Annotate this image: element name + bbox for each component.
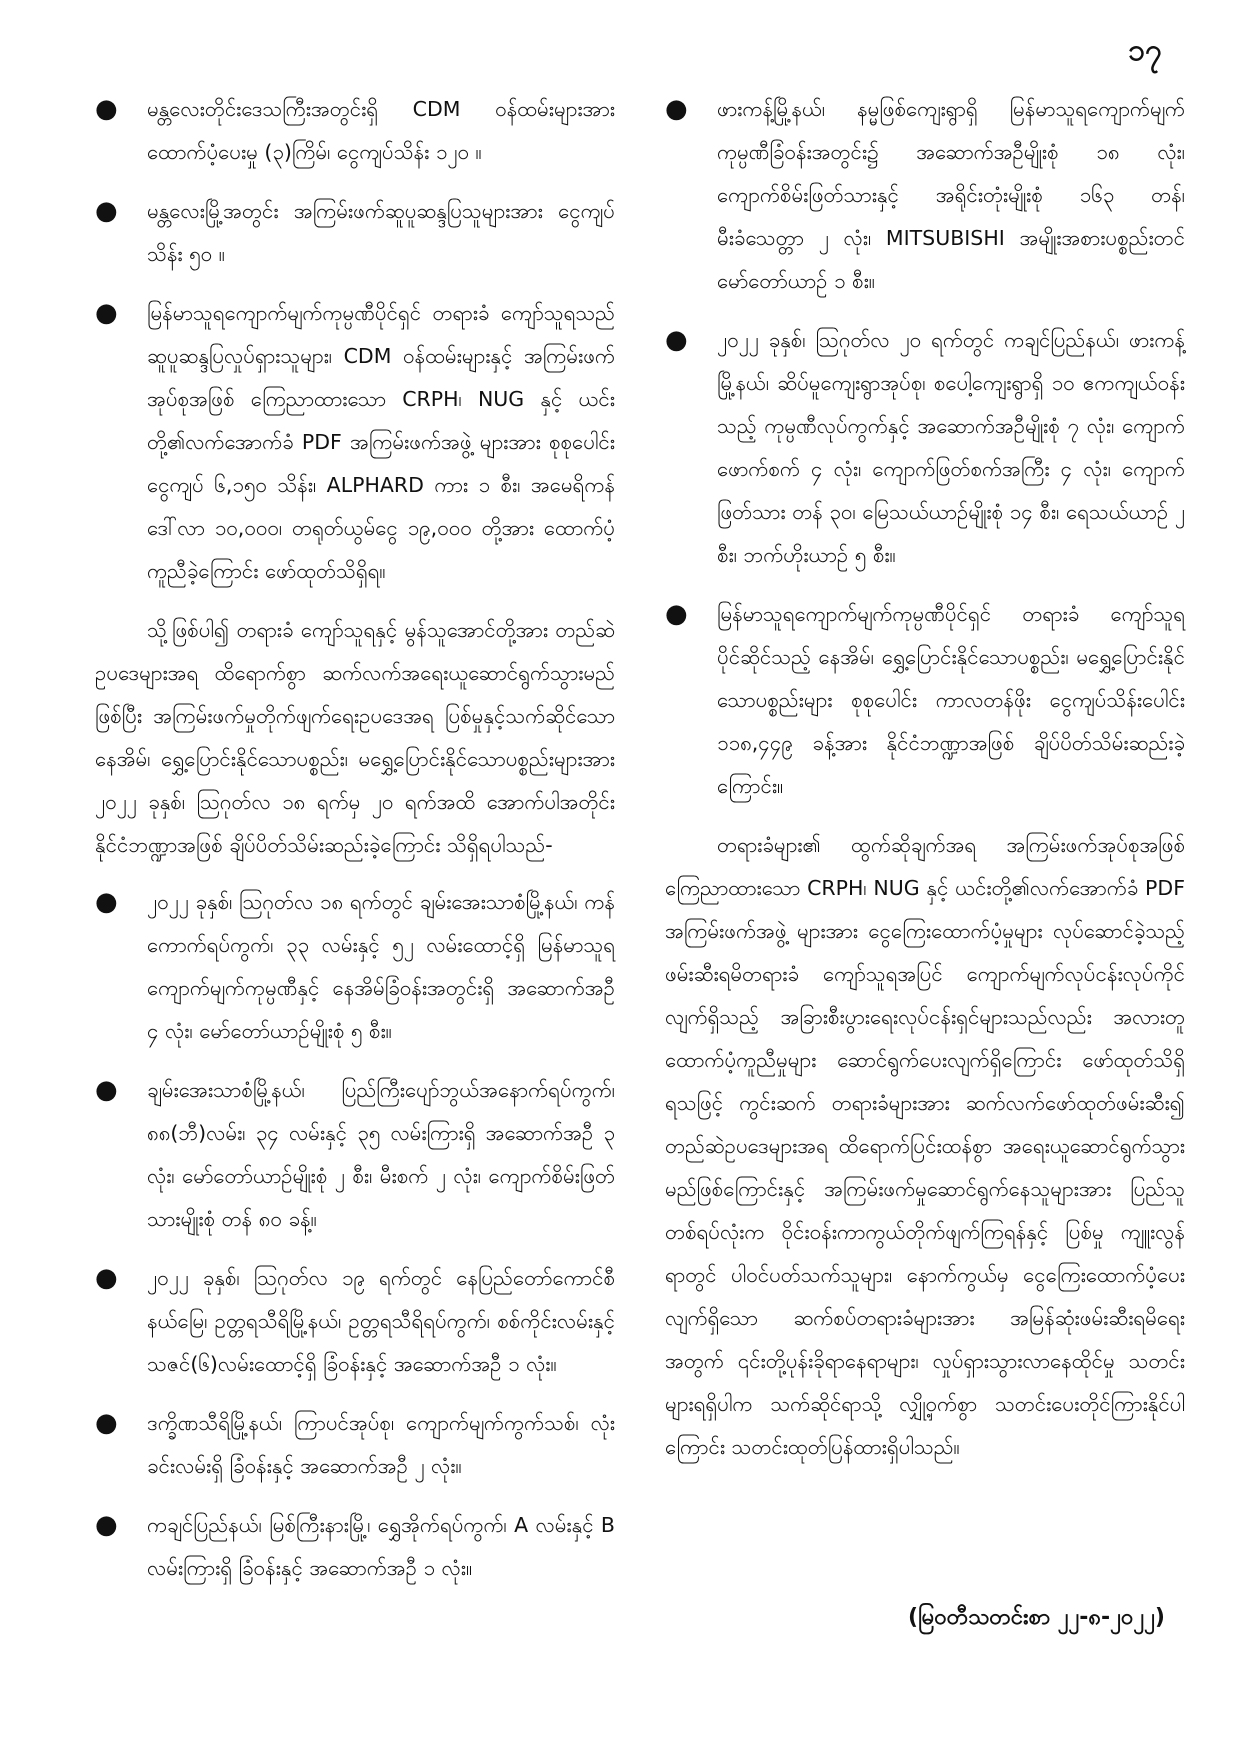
bullet-icon: ●: [95, 94, 118, 124]
bullet-icon: ●: [95, 1075, 118, 1105]
bullet-icon: ●: [95, 298, 118, 328]
list-item: ● မြန်မာသူရကျောက်မျက်ကုမ္ပဏီပိုင်ရှင် တရားခံ ကျော်သူရသည် ဆူပူဆန္ဒပြလှုပ်ရှားသူများ၊ CDM ဝန်ထမ်းများနှင့် အကြမ်းဖက်အုပ်စုအဖြစ် ကြေညာထားသော CRPH၊ NUG နှင့် ယင်းတို့၏လက်အောက်ခံ PDF အကြမ်းဖက်အဖွဲ့ များအား စုစုပေါင်းငွေကျပ် ၆,၁၅၀ သိန်း၊ ALPHARD ကား ၁ စီး၊ အမေရိကန် ဒေါ်လာ ၁၀,၀၀၀၊ တရုတ်ယွမ်ငွေ ၁၉,၀၀၀ တို့အား ထောက်ပံ့ကူညီခဲ့ကြောင်း ဖော်ထုတ်သိရှိရ။: [95, 292, 615, 593]
list-item: ● ၂၀၂၂ ခုနှစ်၊ ဩဂုတ်လ ၂၀ ရက်တွင် ကချင်ပြည်နယ်၊ ဖားကန့်မြို့နယ်၊ ဆိပ်မူကျေးရွာအုပ်စု၊ စပေါ့ကျေးရွာရှိ ၁၀ ဧကကျယ်ဝန်းသည့် ကုမ္ပဏီလုပ်ကွက်နှင့် အဆောက်အဦမျိုးစုံ ၇ လုံး၊ ကျောက်ဖောက်စက် ၄ လုံး၊ ကျောက်ဖြတ်စက်အကြီး ၄ လုံး၊ ကျောက်ဖြတ်သား တန် ၃၀၊ မြေသယ်ယာဉ်မျိုးစုံ ၁၄ စီး၊ ရေသယ်ယာဉ် ၂ စီး၊ ဘက်ဟိုးယာဉ် ၅ စီး။: [665, 319, 1185, 577]
list-item: ● ၂၀၂၂ ခုနှစ်၊ ဩဂုတ်လ ၁၉ ရက်တွင် နေပြည်တော်ကောင်စီနယ်မြေ၊ ဥတ္တရသီရိမြို့နယ်၊ ဥတ္တရသီရိရပ်ကွက်၊ စစ်ကိုင်းလမ်းနှင့် သဇင်(၆)လမ်းထောင့်ရှိ ခြံဝန်းနှင့် အဆောက်အဦ ၁ လုံး။: [95, 1257, 615, 1386]
body-paragraph: တရားခံများ၏ ထွက်ဆိုချက်အရ အကြမ်းဖက်အုပ်စုအဖြစ် ကြေညာထားသော CRPH၊ NUG နှင့် ယင်းတို့၏လက်အောက်ခံ PDF အကြမ်းဖက်အဖွဲ့ များအား ငွေကြေးထောက်ပံ့မှုများ လုပ်ဆောင်ခဲ့သည့် ဖမ်းဆီးရမိတရားခံ ကျော်သူရအပြင် ကျောက်မျက်လုပ်ငန်းလုပ်ကိုင်လျက်ရှိသည့် အခြားစီးပွားရေးလုပ်ငန်းရှင်များသည်လည်း အလားတူထောက်ပံ့ကူညီမှုများ ဆောင်ရွက်ပေးလျက်ရှိကြောင်း ဖော်ထုတ်သိရှိရသဖြင့် ကွင်းဆက် တရားခံများအား ဆက်လက်ဖော်ထုတ်ဖမ်းဆီး၍ တည်ဆဲဥပဒေများအရ ထိရောက်ပြင်းထန်စွာ အရေးယူဆောင်ရွက်သွားမည်ဖြစ်ကြောင်းနှင့် အကြမ်းဖက်မှုဆောင်ရွက်နေသူများအား ပြည်သူတစ်ရပ်လုံးက ဝိုင်းဝန်းကာကွယ်တိုက်ဖျက်ကြရန်နှင့် ပြစ်မှု ကျူးလွန်ရာတွင် ပါဝင်ပတ်သက်သူများ၊ နောက်ကွယ်မှ ငွေကြေးထောက်ပံ့ပေးလျက်ရှိသော ဆက်စပ်တရားခံများအား အမြန်ဆုံးဖမ်းဆီးရမိရေးအတွက် ၎င်းတို့ပုန်းခိုရာနေရာများ၊ လှုပ်ရှားသွားလာနေထိုင်မှု သတင်းများရရှိပါက သက်ဆိုင်ရာသို့ လျှို့ဝှက်စွာ သတင်းပေးတိုင်ကြားနိုင်ပါကြောင်း သတင်းထုတ်ပြန်ထားရှိပါသည်။: [665, 833, 1185, 1459]
bullet-icon: ●: [665, 599, 688, 629]
bullet-icon: ●: [95, 1510, 118, 1540]
list-item: ● ဒက္ခိဏသီရိမြို့နယ်၊ ကြာပင်အုပ်စု၊ ကျောက်မျက်ကွက်သစ်၊ လုံးခင်းလမ်းရှိ ခြံဝန်းနှင့် အဆောက်အဦ ၂ လုံး။: [95, 1402, 615, 1488]
right-column: [665, 88, 1185, 1483]
page-number: ၁၇: [1128, 33, 1162, 68]
list-item: ● မြန်မာသူရကျောက်မျက်ကုမ္ပဏီပိုင်ရှင် တရားခံ ကျော်သူရပိုင်ဆိုင်သည့် နေအိမ်၊ ရွှေ့ပြောင်းနိုင်သောပစ္စည်း၊ မရွှေ့ပြောင်းနိုင်သောပစ္စည်းများ စုစုပေါင်း ကာလတန်ဖိုး ငွေကျပ်သိန်းပေါင်း ၁၁၈,၄၄၉ ခန့်အား နိုင်ငံဘဏ္ဍာအဖြစ် ချိပ်ပိတ်သိမ်းဆည်းခဲ့ကြောင်း။: [665, 593, 1185, 808]
bullet-list-right: [665, 88, 1185, 808]
list-item: ● မန္တလေးတိုင်းဒေသကြီးအတွင်းရှိ CDM ဝန်ထမ်းများအား ထောက်ပံ့ပေးမှု (၃)ကြိမ်၊ ငွေကျပ်သိန်း ၁၂၀ ။: [95, 88, 615, 174]
bullet-icon: ●: [95, 1263, 118, 1293]
bullet-icon: ●: [665, 94, 688, 124]
left-column: [95, 88, 615, 1606]
bullet-icon: ●: [95, 1408, 118, 1438]
bullet-icon: ●: [665, 325, 688, 355]
body-paragraph: သို့ဖြစ်ပါ၍ တရားခံ ကျော်သူရနှင့် မွန်သူအောင်တို့အား တည်ဆဲဥပဒေများအရ ထိရောက်စွာ ဆက်လက်အရေးယူဆောင်ရွက်သွားမည်ဖြစ်ပြီး အကြမ်းဖက်မှုတိုက်ဖျက်ရေးဥပဒေအရ ပြစ်မှုနှင့်သက်ဆိုင်သော နေအိမ်၊ ရွှေ့ပြောင်းနိုင်သောပစ္စည်း၊ မရွှေ့ပြောင်းနိုင်သောပစ္စည်းများအား ၂၀၂၂ ခုနှစ်၊ ဩဂုတ်လ ၁၈ ရက်မှ ၂၀ ရက်အထိ အောက်ပါအတိုင်း နိုင်ငံဘဏ္ဍာအဖြစ် ချိပ်ပိတ်သိမ်းဆည်းခဲ့ကြောင်း သိရှိရပါသည်-: [95, 618, 615, 857]
bullet-list-top: [95, 88, 615, 593]
list-item: ● ၂၀၂၂ ခုနှစ်၊ ဩဂုတ်လ ၁၈ ရက်တွင် ချမ်းအေးသာစံမြို့နယ်၊ ကန်ကောက်ရပ်ကွက်၊ ၃၃ လမ်းနှင့် ၅၂ လမ်းထောင့်ရှိ မြန်မာသူရကျောက်မျက်ကုမ္ပဏီနှင့် နေအိမ်ခြံဝန်းအတွင်းရှိ အဆောက်အဦ ၄ လုံး၊ မော်တော်ယာဉ်မျိုးစုံ ၅ စီး။: [95, 881, 615, 1053]
bullet-list-bottom: [95, 881, 615, 1590]
bullet-icon: ●: [95, 196, 118, 226]
bullet-icon: ●: [95, 887, 118, 917]
list-item: ● မန္တလေးမြို့အတွင်း အကြမ်းဖက်ဆူပူဆန္ဒပြသူများအား ငွေကျပ်သိန်း ၅၀ ။: [95, 190, 615, 276]
list-item: ● ချမ်းအေးသာစံမြို့နယ်၊ ပြည်ကြီးပျော်ဘွယ်အနောက်ရပ်ကွက်၊ ၈၈(ဘီ)လမ်း၊ ၃၄ လမ်းနှင့် ၃၅ လမ်းကြားရှိ အဆောက်အဦ ၃ လုံး၊ မော်တော်ယာဉ်မျိုးစုံ ၂ စီး၊ မီးစက် ၂ လုံး၊ ကျောက်စိမ်းဖြတ်သားမျိုးစုံ တန် ၈၀ ခန့်။: [95, 1069, 615, 1241]
list-item: ● ကချင်ပြည်နယ်၊ မြစ်ကြီးနားမြို့၊ ရွှေအိုက်ရပ်ကွက်၊ A လမ်းနှင့် B လမ်းကြားရှိ ခြံဝန်းနှင့် အဆောက်အဦ ၁ လုံး။: [95, 1504, 615, 1590]
source-citation: (မြဝတီသတင်းစာ ၂၂-၈-၂၀၂၂): [908, 1605, 1165, 1630]
list-item: ● ဖားကန့်မြို့နယ်၊ နမ္မဖြစ်ကျေးရွာရှိ မြန်မာသူရကျောက်မျက်ကုမ္ပဏီခြံဝန်းအတွင်း၌ အဆောက်အဦမျိုးစုံ ၁၈ လုံး၊ ကျောက်စိမ်းဖြတ်သားနှင့် အရိုင်းတုံးမျိုးစုံ ၁၆၃ တန်၊ မီးခံသေတ္တာ ၂ လုံး၊ MITSUBISHI အမျိုးအစားပစ္စည်းတင်မော်တော်ယာဉ် ၁ စီး။: [665, 88, 1185, 303]
